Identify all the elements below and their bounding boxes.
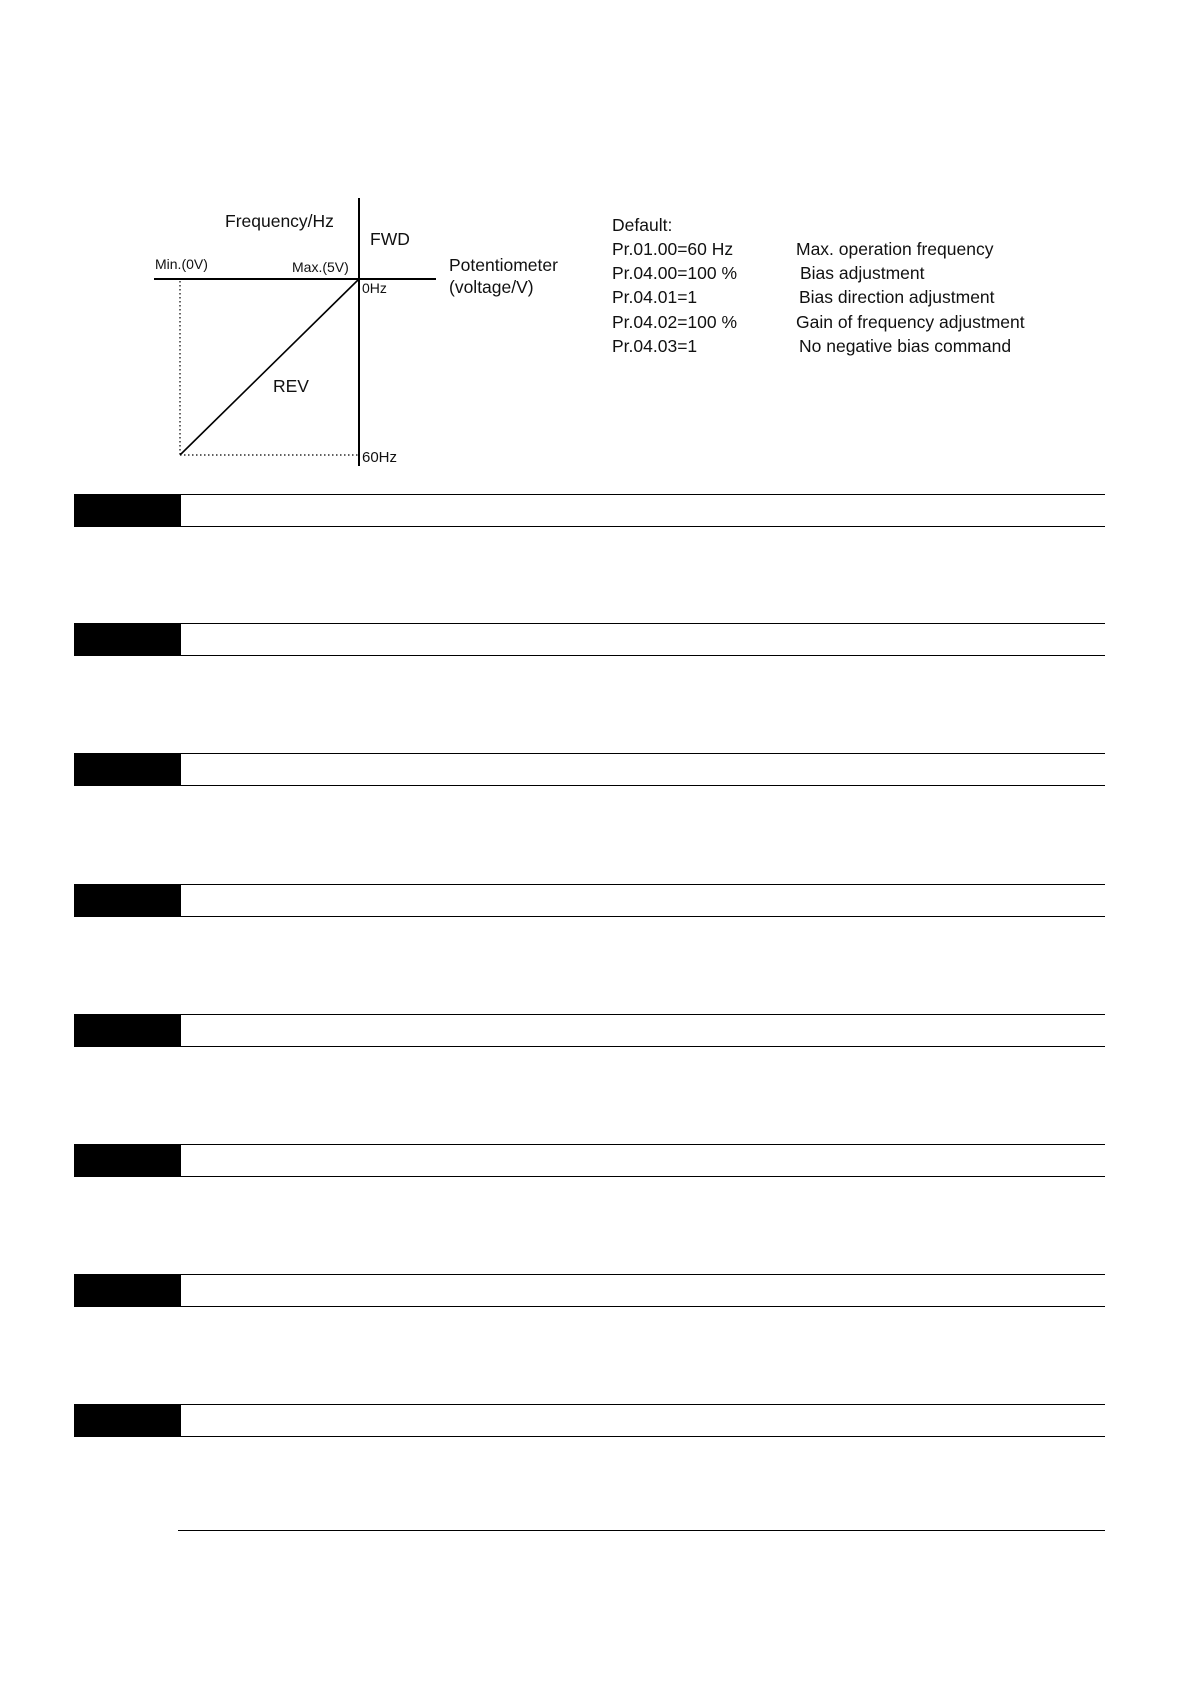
parameter-code-tab xyxy=(74,753,181,786)
parameter-code-tab xyxy=(74,623,181,656)
parameter-header-row xyxy=(74,884,1105,917)
default-row xyxy=(612,237,1025,261)
parameter-header-row xyxy=(74,1144,1105,1177)
parameter-value: Pr.04.00=100 % xyxy=(612,263,738,284)
max-label: Max.(5V) xyxy=(292,259,349,275)
parameter-header-row xyxy=(74,623,1105,656)
min-label: Min.(0V) xyxy=(155,256,208,272)
parameter-header-row xyxy=(74,494,1105,527)
default-settings xyxy=(612,213,1025,358)
x-axis-label-line1: Potentiometer xyxy=(449,255,558,275)
parameter-header-row xyxy=(74,1014,1105,1047)
parameter-code-tab xyxy=(74,494,181,527)
parameter-header-row xyxy=(74,1404,1105,1437)
frequency-voltage-diagram xyxy=(0,0,600,480)
parameter-value: Pr.01.00=60 Hz xyxy=(612,239,734,259)
default-row xyxy=(612,261,1025,285)
default-row xyxy=(612,334,1025,358)
parameter-description: Max. operation frequency xyxy=(796,239,994,259)
parameter-code-tab xyxy=(74,884,181,917)
parameter-value: Pr.04.03=1 xyxy=(612,335,698,356)
default-row xyxy=(612,285,1025,309)
parameter-description: Gain of frequency adjustment xyxy=(796,311,1025,332)
parameter-description: Bias direction adjustment xyxy=(799,287,995,308)
parameter-code-tab xyxy=(74,1014,181,1047)
parameter-code-tab xyxy=(74,1274,181,1307)
parameter-header-row xyxy=(74,1274,1105,1307)
default-settings-title: Default: xyxy=(612,215,673,235)
bottom-hz-label: 60Hz xyxy=(362,449,398,466)
parameter-value: Pr.04.02=100 % xyxy=(612,311,738,332)
footer-divider xyxy=(178,1530,1105,1531)
parameter-value: Pr.04.01=1 xyxy=(612,287,698,308)
parameter-code-tab xyxy=(74,1144,181,1177)
x-axis-label-line2: (voltage/V) xyxy=(449,277,534,297)
default-row xyxy=(612,310,1025,334)
parameter-description: No negative bias command xyxy=(799,335,1012,356)
parameter-description: Bias adjustment xyxy=(800,263,925,284)
rev-characteristic-line xyxy=(180,279,359,455)
parameter-code-tab xyxy=(74,1404,181,1437)
parameter-header-row xyxy=(74,753,1105,786)
fwd-label: FWD xyxy=(370,229,410,249)
rev-label: REV xyxy=(273,376,309,396)
y-axis-label: Frequency/Hz xyxy=(225,211,334,231)
zero-hz-label: 0Hz xyxy=(362,280,387,296)
